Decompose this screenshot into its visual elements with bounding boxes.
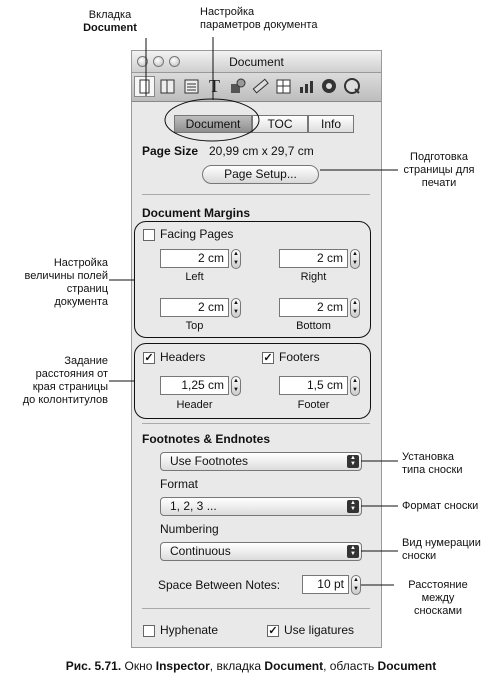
caption-text: Окно [121, 659, 156, 673]
annotation-margins: Настройка величины полей страниц документа [24, 257, 108, 308]
headers-label: Headers [160, 350, 206, 364]
page-size-value: 20,99 cm x 29,7 cm [209, 144, 314, 158]
right-margin-field[interactable]: 2 cm [279, 249, 348, 268]
footer-distance-label: Footer [297, 399, 330, 411]
caption-bold: Inspector [155, 659, 210, 673]
select-arrows-icon: ▲ ▼ [347, 500, 359, 513]
document-margins-heading: Document Margins [142, 206, 251, 220]
page-size-label: Page Size [142, 144, 199, 158]
left-margin-stepper[interactable]: ▲ ▼ [231, 249, 241, 269]
page-setup-button[interactable]: Page Setup... [202, 165, 319, 184]
top-margin-stepper[interactable]: ▲ ▼ [231, 298, 241, 318]
caption-prefix: Рис. 5.71. [65, 659, 122, 673]
footnotes-heading: Footnotes & Endnotes [142, 432, 270, 446]
caption-bold: Document [377, 659, 437, 673]
numbering-value: Continuous [170, 544, 231, 558]
header-distance-label: Header [176, 399, 213, 411]
right-margin-stepper[interactable]: ▲ ▼ [350, 249, 360, 269]
select-arrows-icon: ▲ ▼ [347, 455, 359, 468]
ligatures-label: Use ligatures [284, 623, 355, 637]
footnote-type-value: Use Footnotes [170, 454, 249, 468]
space-between-notes-field[interactable]: 10 pt [302, 575, 349, 594]
tab-toc[interactable]: TOC [252, 115, 308, 133]
top-margin-label: Top [185, 320, 204, 332]
tab-info[interactable]: Info [308, 115, 354, 133]
caption-text: , вкладка [209, 659, 265, 673]
top-margin-field[interactable]: 2 cm [160, 298, 229, 317]
numbering-label: Numbering [160, 522, 219, 536]
figure-caption [0, 659, 502, 673]
right-margin-label: Right [300, 271, 327, 283]
footers-checkbox[interactable]: ✓ [263, 352, 273, 364]
headers-checkbox[interactable]: ✓ [144, 352, 154, 364]
left-margin-label: Left [185, 271, 204, 283]
caption-text: , область [323, 659, 378, 673]
tab-document[interactable]: Document [174, 115, 252, 133]
bottom-margin-field[interactable]: 2 cm [279, 298, 348, 317]
ligatures-checkbox[interactable]: ✓ [268, 625, 278, 637]
hyphenate-label: Hyphenate [160, 623, 219, 637]
annotation-numbering: Вид нумерации сноски [402, 537, 481, 562]
facing-pages-label: Facing Pages [160, 227, 234, 241]
annotation-params: Настройка параметров документа [200, 6, 318, 31]
text-icon[interactable]: T [209, 76, 220, 96]
header-distance-stepper[interactable]: ▲ ▼ [231, 376, 241, 396]
bottom-margin-stepper[interactable]: ▲ ▼ [350, 298, 360, 318]
annotation-page-setup: Подготовка страницы для печати [403, 151, 475, 189]
left-margin-field[interactable]: 2 cm [160, 249, 229, 268]
annotation-tab-name: Document [83, 22, 137, 34]
footnote-format-value: 1, 2, 3 ... [170, 499, 217, 513]
annotation-spacing: Расстояние между сносками [408, 579, 468, 617]
header-distance-field[interactable]: 1,25 cm [160, 376, 229, 395]
annotation-type: Установка типа сноски [402, 451, 463, 476]
format-label: Format [160, 477, 199, 491]
window-title: Document [229, 55, 284, 69]
annotation-format: Формат сноски [402, 500, 479, 512]
footers-label: Footers [279, 350, 320, 364]
annotation-tab-label: Вкладка [88, 9, 132, 21]
space-between-notes-label: Space Between Notes: [158, 578, 281, 592]
annotation-headers: Задание расстояния от края страницы до колонтитулов [22, 355, 108, 406]
footer-distance-stepper[interactable]: ▲ ▼ [350, 376, 360, 396]
bottom-margin-label: Bottom [296, 320, 331, 332]
select-arrows-icon: ▲ ▼ [347, 545, 359, 558]
space-between-notes-stepper[interactable]: ▲ ▼ [351, 575, 361, 595]
caption-bold: Document [264, 659, 324, 673]
footer-distance-field[interactable]: 1,5 cm [279, 376, 348, 395]
